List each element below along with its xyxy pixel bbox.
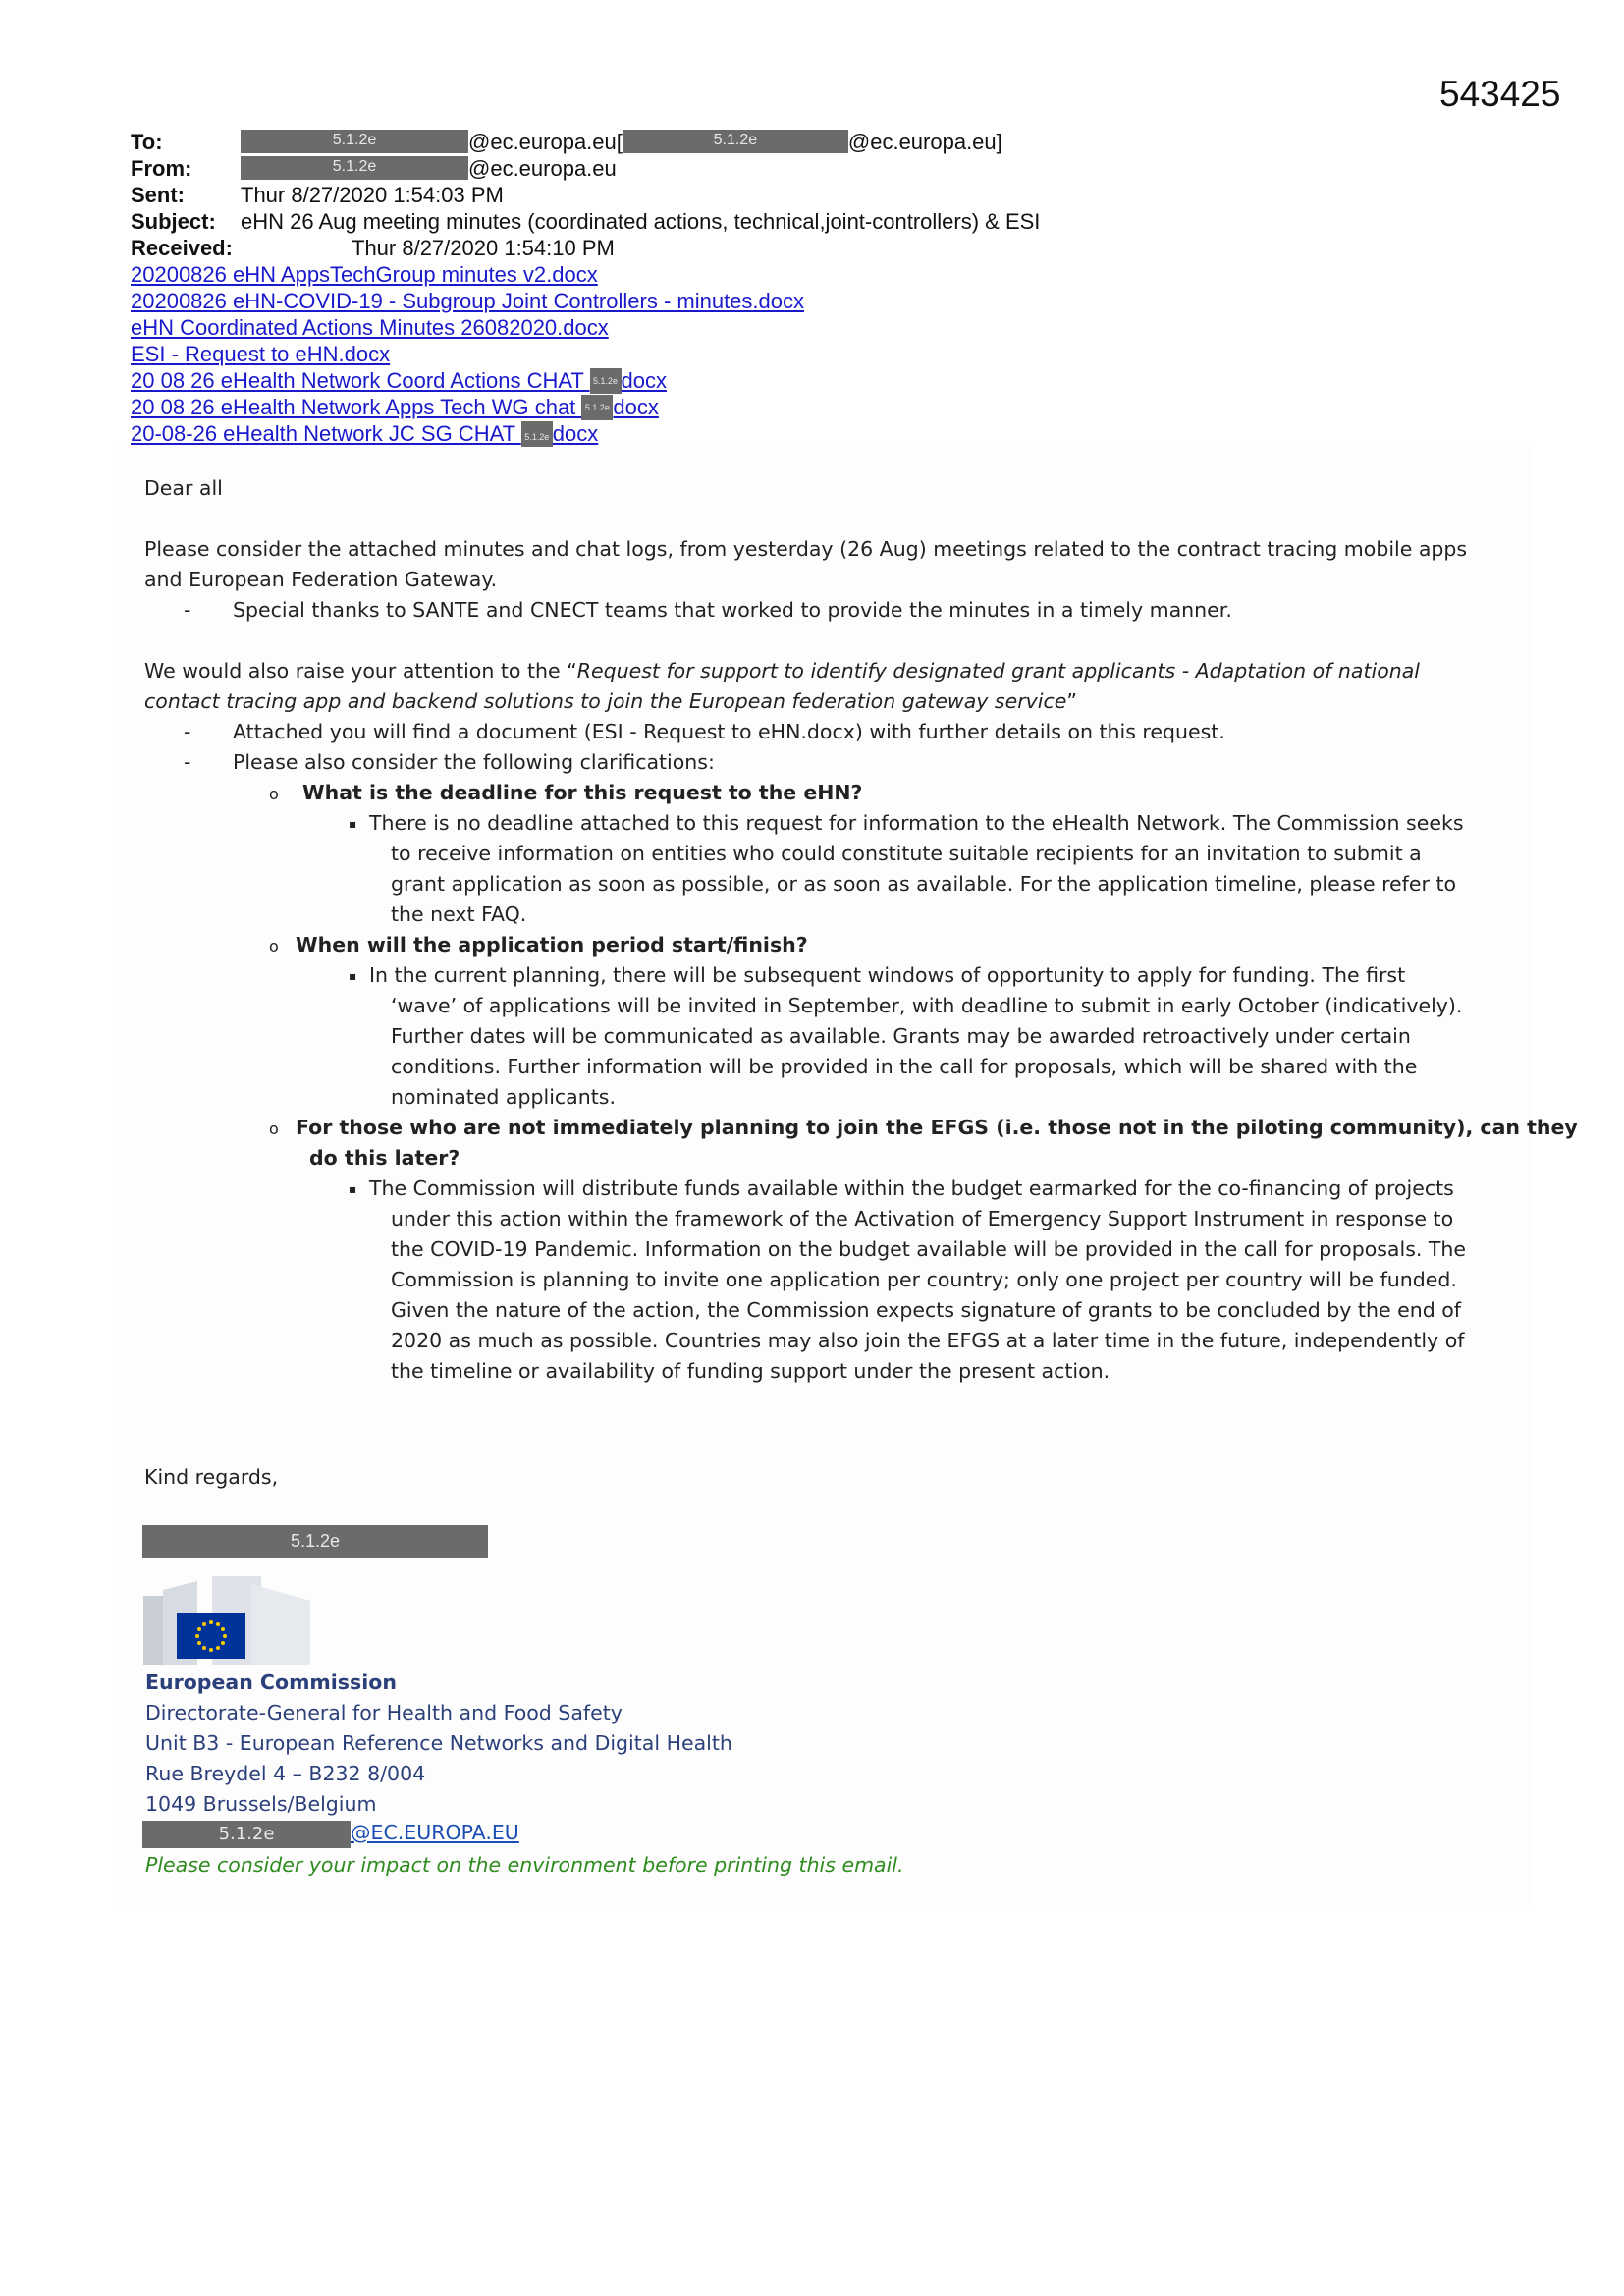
faq-answer-line: under this action within the framework of the Activation of Emergency Support Instrument in response to <box>391 1207 1454 1230</box>
bullet-text: Attached you will find a document (ESI - Request to eHN.docx) with further details on this request. <box>233 720 1225 743</box>
attachment-link[interactable]: 20200826 eHN-COVID-19 - Subgroup Joint Controllers - minutes.docx <box>131 289 804 313</box>
faq-answer-line: the timeline or availability of funding support under the present action. <box>391 1359 1110 1383</box>
to-domain-1: @ec.europa.eu[ <box>468 130 623 154</box>
circle-bullet: o <box>269 1120 279 1138</box>
square-bullet: ▪ <box>349 969 357 983</box>
signature-org: European Commission <box>145 1670 397 1694</box>
bullet-text: Please also consider the following clarifications: <box>233 750 715 774</box>
faq-answer-line: grant application as soon as possible, or as soon as available. For the application timeline, please refer to <box>391 872 1457 896</box>
paragraph-line: Please consider the attached minutes and chat logs, from yesterday (26 Aug) meetings related to the contract tracing mobile apps <box>144 537 1468 561</box>
faq-answer-line: Commission is planning to invite one application per country; only one project per country will be funded. <box>391 1268 1457 1291</box>
attachment-link[interactable]: ESI - Request to eHN.docx <box>131 342 391 366</box>
redacted-block: 5.1.2e <box>521 421 553 453</box>
faq-answer-line: ‘wave’ of applications will be invited in September, with deadline to submit in early October (indicatively). <box>391 994 1463 1017</box>
greeting: Dear all <box>144 476 223 500</box>
subject-row <box>131 209 1564 236</box>
faq-answer-line: conditions. Further information will be provided in the call for proposals, which will be shared with the <box>391 1055 1418 1078</box>
from-domain: @ec.europa.eu <box>468 156 617 181</box>
from-row <box>131 156 1564 183</box>
faq-answer-line: to receive information on entities who could constitute suitable recipients for an invitation to submit a <box>391 842 1422 865</box>
signature-line: Rue Breydel 4 – B232 8/004 <box>145 1762 426 1785</box>
from-label: From: <box>131 156 192 181</box>
faq-answer-line: the COVID-19 Pandemic. Information on the budget available will be provided in the call for proposals. The <box>391 1237 1467 1261</box>
email-header <box>131 130 1564 448</box>
faq-answer-line: 2020 as much as possible. Countries may also join the EFGS at a later time in the future, independently of <box>391 1329 1465 1352</box>
attachment-link[interactable]: 20 08 26 eHealth Network Coord Actions CHAT 5.1.2e docx <box>131 368 668 393</box>
dash-bullet: - <box>184 598 191 622</box>
paragraph-line: contact tracing app and backend solutions to join the European federation gateway service” <box>144 689 1077 713</box>
signature-line: 1049 Brussels/Belgium <box>145 1792 377 1816</box>
received-value: Thur 8/27/2020 1:54:10 PM <box>352 236 615 260</box>
paragraph-line: We would also raise your attention to the “Request for support to identify designated grant applicants - Adaptation of national <box>144 659 1420 683</box>
faq-answer-line: nominated applicants. <box>391 1085 616 1109</box>
email-domain-link[interactable]: @EC.EUROPA.EU <box>351 1821 519 1844</box>
attachment-link[interactable]: 20 08 26 eHealth Network Apps Tech WG chat 5.1.2e docx <box>131 395 659 419</box>
faq-question: What is the deadline for this request to the eHN? <box>302 781 863 804</box>
closing: Kind regards, <box>144 1465 279 1489</box>
redacted-block: 5.1.2e <box>142 1821 351 1848</box>
faq-question: do this later? <box>309 1146 460 1170</box>
faq-answer-line: the next FAQ. <box>391 902 527 926</box>
sent-label: Sent: <box>131 183 185 207</box>
signature-line: Unit B3 - European Reference Networks and Digital Health <box>145 1731 732 1755</box>
attachment-link[interactable]: eHN Coordinated Actions Minutes 26082020.docx <box>131 315 609 340</box>
redacted-block: 5.1.2e <box>241 156 468 180</box>
faq-answer-line: In the current planning, there will be subsequent windows of opportunity to apply for funding. The first <box>369 963 1406 987</box>
subject-label: Subject: <box>131 209 216 234</box>
to-label: To: <box>131 130 163 154</box>
email-body <box>118 447 1578 1910</box>
attachment-link[interactable]: 20-08-26 eHealth Network JC SG CHAT 5.1.2e docx <box>131 421 1564 448</box>
environment-note: Please consider your impact on the environment before printing this email. <box>145 1853 904 1877</box>
european-commission-logo <box>143 1576 310 1665</box>
faq-answer-line: Further dates will be communicated as available. Grants may be awarded retroactively under certain <box>391 1024 1411 1048</box>
redacted-block: 5.1.2e <box>581 395 613 420</box>
faq-answer-line: The Commission will distribute funds available within the budget earmarked for the co-financing of projects <box>369 1176 1454 1200</box>
square-bullet: ▪ <box>349 1182 357 1196</box>
circle-bullet: o <box>269 785 279 803</box>
to-domain-2: @ec.europa.eu] <box>847 130 1002 154</box>
faq-question: When will the application period start/finish? <box>296 933 808 957</box>
signature-email[interactable] <box>142 1821 519 1848</box>
faq-answer-line: Given the nature of the action, the Commission expects signature of grants to be concluded by the end of <box>391 1298 1461 1322</box>
bullet-text: Special thanks to SANTE and CNECT teams that worked to provide the minutes in a timely manner. <box>233 598 1232 622</box>
faq-question: For those who are not immediately planning to join the EFGS (i.e. those not in the piloting community), can they <box>296 1116 1578 1139</box>
signature-line: Directorate-General for Health and Food Safety <box>145 1701 623 1724</box>
redacted-signature: 5.1.2e <box>142 1525 488 1558</box>
dash-bullet: - <box>184 750 191 774</box>
redacted-block: 5.1.2e <box>623 130 848 153</box>
faq-answer-line: There is no deadline attached to this request for information to the eHealth Network. The Commission seeks <box>369 811 1464 835</box>
sent-row <box>131 183 1564 209</box>
subject-value: eHN 26 Aug meeting minutes (coordinated actions, technical,joint-controllers) & ESI <box>241 209 1041 234</box>
to-row <box>131 130 1564 156</box>
dash-bullet: - <box>184 720 191 743</box>
redacted-block: 5.1.2e <box>590 368 622 394</box>
attachment-link[interactable]: 20200826 eHN AppsTechGroup minutes v2.docx <box>131 262 598 287</box>
circle-bullet: o <box>269 937 279 956</box>
received-row <box>131 236 1564 262</box>
square-bullet: ▪ <box>349 817 357 831</box>
received-label: Received: <box>131 236 233 260</box>
document-number: 543425 <box>1439 74 1561 114</box>
paragraph-line: and European Federation Gateway. <box>144 568 498 591</box>
sent-value: Thur 8/27/2020 1:54:03 PM <box>241 183 504 207</box>
redacted-block: 5.1.2e <box>241 130 468 153</box>
